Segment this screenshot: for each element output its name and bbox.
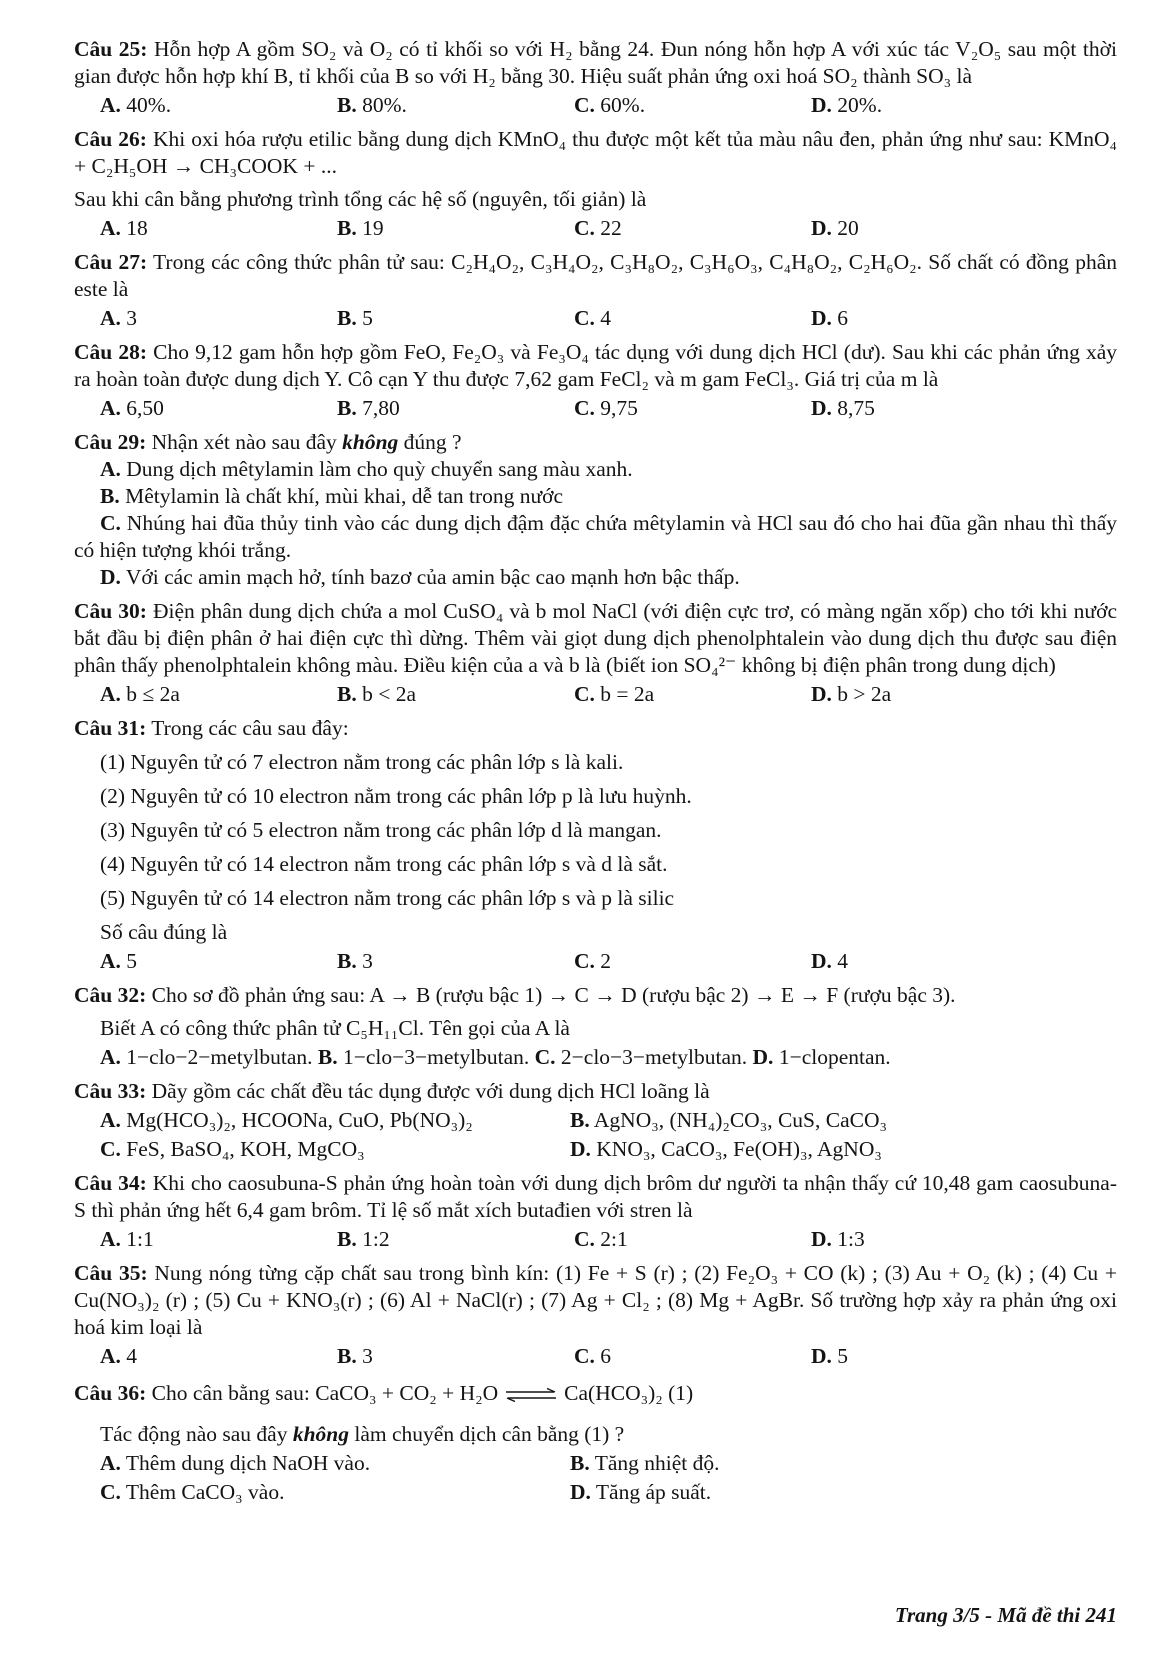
- options-row: [74, 1226, 1117, 1253]
- option-text: Mêtylamin là chất khí, mùi khai, dễ tan trong nước: [119, 484, 564, 508]
- question-number: Câu 32:: [74, 983, 147, 1007]
- option-c: [574, 1343, 811, 1370]
- option-text: 5: [120, 949, 138, 973]
- statement-5: (5) Nguyên tử có 14 electron nằm trong các phân lớp s và p là silic: [100, 886, 675, 910]
- question-25-stem: [74, 36, 1117, 90]
- option-a: [100, 1045, 318, 1069]
- option-letter: C.: [100, 1137, 121, 1161]
- option-letter: D.: [811, 216, 832, 240]
- option-b: [318, 1045, 535, 1069]
- option-text: 7,80: [356, 396, 400, 420]
- option-b: [570, 1450, 1040, 1477]
- statement-4: (4) Nguyên tử có 14 electron nằm trong các phân lớp s và d là sắt.: [100, 852, 668, 876]
- option-letter: C.: [100, 1479, 121, 1504]
- question-32-stem: [74, 982, 1117, 1009]
- option-letter: D.: [752, 1045, 774, 1069]
- option-c: [574, 681, 811, 708]
- option-text: 4: [120, 1344, 138, 1368]
- option-b: [337, 305, 574, 332]
- option-letter: A.: [100, 306, 121, 330]
- option-text: KNO₃, CaCO₃, Fe(OH)₃, AgNO₃: [590, 1137, 882, 1161]
- question-text: Điện phân dung dịch chứa a mol CuSO₄ và b mol NaCl (với điện cực trơ, có màng ngăn xốp) cho tới khi nước bắt đầu bị điện phân ở hai điện cực thì dừng. Thêm vài giọt dung dịch phenolphtalein vào dung dịch thu được sau điện phân thấy phenolphtalein không màu. Điều kiện của a và b là (biết ion SO₄²⁻ không bị điện phân trong dung dịch): [74, 599, 1117, 677]
- question-26-stem: [74, 126, 1117, 180]
- option-c: [74, 510, 1117, 564]
- question-33-stem: [74, 1078, 1117, 1105]
- equilibrium-arrow-icon: [504, 1382, 558, 1409]
- option-a: [100, 1107, 570, 1134]
- option-letter: A.: [100, 1344, 121, 1368]
- option-text: 1−clo−2−metylbutan.: [120, 1045, 318, 1069]
- option-letter: D.: [100, 565, 121, 589]
- question-text-end: làm chuyển dịch cân bằng (1) ?: [349, 1421, 625, 1446]
- option-text: 4: [831, 949, 849, 973]
- question-32-line2: Biết A có công thức phân tử C₅H₁₁Cl. Tên gọi của A là: [100, 1016, 570, 1040]
- option-letter: A.: [100, 1045, 121, 1069]
- statement-1: (1) Nguyên tử có 7 electron nằm trong các phân lớp s là kali.: [100, 750, 624, 774]
- option-text: b = 2a: [594, 682, 655, 706]
- option-b: [570, 1107, 1040, 1134]
- option-c: [574, 948, 811, 975]
- option-letter: B.: [570, 1450, 590, 1475]
- option-b: [337, 948, 574, 975]
- option-letter: D.: [811, 306, 832, 330]
- option-a: [100, 395, 337, 422]
- option-d: [811, 948, 1048, 975]
- option-b: [337, 681, 574, 708]
- option-c: [574, 1226, 811, 1253]
- option-text: 19: [356, 216, 384, 240]
- question-number: Câu 35:: [74, 1261, 148, 1285]
- option-letter: B.: [100, 484, 120, 508]
- option-a: [100, 1343, 337, 1370]
- option-text: 5: [831, 1344, 849, 1368]
- option-letter: D.: [570, 1479, 591, 1504]
- option-a: [100, 681, 337, 708]
- question-number: Câu 31:: [74, 716, 147, 740]
- option-letter: B.: [337, 949, 357, 973]
- option-text: 3: [120, 306, 138, 330]
- option-letter: C.: [574, 306, 595, 330]
- option-letter: D.: [811, 93, 832, 117]
- option-text: Dung dịch mêtylamin làm cho quỳ chuyển sang màu xanh.: [120, 457, 633, 481]
- option-text: 8,75: [831, 396, 875, 420]
- option-text: FeS, BaSO₄, KOH, MgCO₃: [120, 1137, 365, 1161]
- option-c: [535, 1045, 753, 1069]
- options-row: [74, 1107, 1117, 1134]
- option-text: 2−clo−3−metylbutan.: [555, 1045, 753, 1069]
- option-c: [574, 215, 811, 242]
- option-text: Với các amin mạch hở, tính bazơ của amin bậc cao mạnh hơn bậc thấp.: [120, 565, 740, 589]
- question-text: Trong các câu sau đây:: [146, 716, 349, 740]
- option-letter: A.: [100, 1227, 121, 1251]
- option-text: b ≤ 2a: [120, 682, 180, 706]
- option-b: [337, 1343, 574, 1370]
- question-36-stem: [74, 1380, 1117, 1409]
- option-b: [337, 215, 574, 242]
- option-text: Thêm dung dịch NaOH vào.: [120, 1450, 371, 1475]
- option-text: 6: [594, 1344, 612, 1368]
- options-row: [74, 1136, 1117, 1163]
- option-text: Mg(HCO₃)₂, HCOONa, CuO, Pb(NO₃)₂: [120, 1108, 473, 1132]
- option-letter: A.: [100, 93, 121, 117]
- question-text-end: đúng ?: [398, 430, 462, 454]
- question-number: Câu 30:: [74, 599, 147, 623]
- option-d: [811, 1226, 1048, 1253]
- option-c: [574, 305, 811, 332]
- question-number: Câu 33:: [74, 1079, 147, 1103]
- question-number: Câu 28:: [74, 340, 148, 364]
- option-letter: D.: [811, 396, 832, 420]
- question-text: Cho cân bằng sau: CaCO₃ + CO₂ + H₂O: [146, 1381, 499, 1405]
- options-row: [74, 92, 1117, 119]
- options-row: [74, 1450, 1117, 1477]
- question-31-ask: Số câu đúng là: [100, 920, 228, 944]
- question-text: Nhận xét nào sau đây: [146, 430, 343, 454]
- option-c: [574, 92, 811, 119]
- question-31: [74, 715, 1117, 975]
- question-25: [74, 36, 1117, 119]
- question-text: Cho 9,12 gam hỗn hợp gồm FeO, Fe₂O₃ và Fe₃O₄ tác dụng với dung dịch HCl (dư). Sau khi các phản ứng xảy ra hoàn toàn được dung dịch Y. Cô cạn Y thu được 7,62 gam FeCl₂ và m gam FeCl₃. Giá trị của m là: [74, 340, 1117, 391]
- option-a: [100, 1450, 570, 1477]
- question-35: [74, 1260, 1117, 1370]
- option-d: [74, 564, 1117, 591]
- statement-3: (3) Nguyên tử có 5 electron nằm trong các phân lớp d là mangan.: [100, 818, 662, 842]
- option-a: [100, 948, 337, 975]
- question-number: Câu 34:: [74, 1171, 147, 1195]
- option-text: AgNO₃, (NH₄)₂CO₃, CuS, CaCO₃: [589, 1108, 888, 1132]
- option-letter: C.: [100, 511, 121, 535]
- option-text: b < 2a: [356, 682, 417, 706]
- options-row: [74, 681, 1117, 708]
- emphasis-text: không: [292, 1421, 350, 1446]
- option-a: [100, 215, 337, 242]
- option-text: 1:3: [831, 1227, 865, 1251]
- option-a: [100, 305, 337, 332]
- question-28: [74, 339, 1117, 422]
- option-d: [811, 1343, 1048, 1370]
- option-a: [100, 1226, 337, 1253]
- option-d: [811, 395, 1048, 422]
- option-d: [811, 305, 1048, 332]
- question-36-line2: [74, 1421, 1117, 1448]
- option-letter: C.: [574, 1227, 595, 1251]
- option-text: Tăng nhiệt độ.: [589, 1450, 720, 1475]
- question-36: [74, 1380, 1117, 1506]
- option-letter: B.: [570, 1108, 590, 1132]
- option-letter: D.: [811, 1227, 832, 1251]
- statement-2: (2) Nguyên tử có 10 electron nằm trong các phân lớp p là lưu huỳnh.: [100, 784, 692, 808]
- option-letter: A.: [100, 949, 121, 973]
- option-d: [811, 92, 1048, 119]
- option-text: 1−clo−3−metylbutan.: [337, 1045, 535, 1069]
- option-text: 4: [594, 306, 612, 330]
- options-row: [74, 1343, 1117, 1370]
- page-footer: Trang 3/5 - Mã đề thi 241: [894, 1603, 1117, 1627]
- option-text: 80%.: [356, 93, 407, 117]
- question-text: Nung nóng từng cặp chất sau trong bình kín: (1) Fe + S (r) ; (2) Fe₂O₃ + CO (k) ; (3) Au + O₂ (k) ; (4) Cu + Cu(NO₃)₂ (r) ; (5) Cu + KNO₃(r) ; (6) Al + NaCl(r) ; (7) Ag + Cl₂ ; (8) Mg + AgBr. Số trường hợp xảy ra phản ứng oxi hoá kim loại là: [74, 1261, 1117, 1339]
- option-letter: A.: [100, 682, 121, 706]
- option-d: [570, 1479, 1040, 1506]
- option-a: [74, 456, 1117, 483]
- option-text: Tăng áp suất.: [590, 1479, 712, 1504]
- option-text: Nhúng hai đũa thủy tinh vào các dung dịch đậm đặc chứa mêtylamin và HCl sau đó cho hai đũa gần nhau thì thấy có hiện tượng khói trắng.: [74, 511, 1117, 562]
- question-text: Khi cho caosubuna-S phản ứng hoàn toàn với dung dịch brôm dư người ta nhận thấy cứ 10,48 gam caosubuna-S thì phản ứng hết 6,4 gam brôm. Tỉ lệ số mắt xích butađien với stren là: [74, 1171, 1117, 1222]
- question-29: [74, 429, 1117, 591]
- option-text: 60%.: [594, 93, 646, 117]
- option-letter: D.: [570, 1137, 591, 1161]
- option-letter: C.: [534, 1045, 556, 1069]
- option-letter: A.: [100, 457, 121, 481]
- option-letter: C.: [574, 1344, 595, 1368]
- option-letter: D.: [811, 682, 832, 706]
- question-number: Câu 36:: [74, 1381, 147, 1405]
- options-row: [74, 948, 1117, 975]
- question-31-stem: [74, 715, 1117, 742]
- question-30-stem: [74, 598, 1117, 679]
- question-33: [74, 1078, 1117, 1163]
- option-letter: A.: [100, 396, 121, 420]
- question-text: Dãy gồm các chất đều tác dụng được với dung dịch HCl loãng là: [146, 1079, 710, 1103]
- question-text: Hỗn hợp A gồm SO₂ và O₂ có tỉ khối so với H₂ bằng 24. Đun nóng hỗn hợp A với xúc tác V₂O₅ sau một thời gian được hỗn hợp khí B, tỉ khối của B so với H₂ bằng 30. Hiệu suất phản ứng oxi hoá SO₂ thành SO₃ là: [74, 37, 1117, 88]
- question-34: [74, 1170, 1117, 1253]
- option-letter: B.: [337, 93, 357, 117]
- option-text: 2:1: [594, 1227, 628, 1251]
- option-b: [337, 92, 574, 119]
- option-letter: B.: [337, 306, 357, 330]
- option-letter: B.: [337, 1227, 357, 1251]
- option-letter: B.: [317, 1045, 338, 1069]
- question-text: Cho sơ đồ phản ứng sau: A → B (rượu bậc 1) → C → D (rượu bậc 2) → E → F (rượu bậc 3).: [146, 983, 956, 1007]
- option-text: 18: [120, 216, 148, 240]
- option-d: [753, 1045, 891, 1069]
- options-row: [74, 1479, 1117, 1506]
- option-text: 6: [831, 306, 849, 330]
- question-text: Trong các công thức phân tử sau: C₂H₄O₂, C₃H₄O₂, C₃H₈O₂, C₃H₆O₃, C₄H₈O₂, C₂H₆O₂. Số chất có đồng phân este là: [74, 250, 1117, 301]
- option-d: [570, 1136, 1040, 1163]
- question-35-stem: [74, 1260, 1117, 1341]
- option-letter: C.: [574, 949, 595, 973]
- question-number: Câu 27:: [74, 250, 148, 274]
- option-c: [574, 395, 811, 422]
- option-d: [811, 681, 1048, 708]
- options-row: [74, 395, 1117, 422]
- option-c: [100, 1479, 570, 1506]
- question-29-stem: [74, 429, 1117, 456]
- options-row: [74, 305, 1117, 332]
- option-text: 20%.: [831, 93, 883, 117]
- option-text: 9,75: [594, 396, 638, 420]
- option-letter: A.: [100, 1108, 121, 1132]
- question-27: [74, 249, 1117, 332]
- option-text: 20: [831, 216, 859, 240]
- option-c: [100, 1136, 570, 1163]
- option-letter: B.: [337, 1344, 357, 1368]
- question-30: [74, 598, 1117, 708]
- option-text: 22: [594, 216, 622, 240]
- options-row: [74, 1044, 1117, 1071]
- question-number: Câu 29:: [74, 430, 147, 454]
- option-text: b > 2a: [831, 682, 892, 706]
- option-text: Thêm CaCO₃ vào.: [120, 1479, 285, 1504]
- question-text: Khi oxi hóa rượu etilic bằng dung dịch KMnO₄ thu được một kết tủa màu nâu đen, phản ứng như sau: KMnO₄ + C₂H₅OH → CH₃COOK + ...: [74, 127, 1117, 178]
- option-letter: A.: [100, 216, 121, 240]
- option-letter: C.: [574, 93, 595, 117]
- question-number: Câu 25:: [74, 37, 148, 61]
- option-a: [100, 92, 337, 119]
- options-row: [74, 215, 1117, 242]
- option-letter: B.: [337, 396, 357, 420]
- option-text: 6,50: [120, 396, 164, 420]
- option-text: 1:2: [356, 1227, 390, 1251]
- option-text: 40%.: [120, 93, 172, 117]
- option-d: [811, 215, 1048, 242]
- emphasis-text: không: [342, 430, 399, 454]
- question-number: Câu 26:: [74, 127, 147, 151]
- option-letter: B.: [337, 216, 357, 240]
- question-26-line2: Sau khi cân bằng phương trình tổng các hệ số (nguyên, tối giản) là: [74, 187, 647, 211]
- question-32: [74, 982, 1117, 1071]
- option-b: [337, 395, 574, 422]
- option-text: 3: [356, 949, 373, 973]
- option-text: 1−clopentan.: [773, 1045, 891, 1069]
- option-letter: A.: [100, 1450, 121, 1475]
- question-26: [74, 126, 1117, 242]
- option-letter: B.: [337, 682, 357, 706]
- option-letter: C.: [574, 682, 595, 706]
- option-text: 2: [594, 949, 612, 973]
- option-text: 1:1: [120, 1227, 154, 1251]
- question-34-stem: [74, 1170, 1117, 1224]
- option-letter: C.: [574, 396, 595, 420]
- question-text-end: Ca(HCO₃)₂ (1): [564, 1381, 694, 1405]
- question-text: Tác động nào sau đây: [100, 1421, 293, 1446]
- option-b: [74, 483, 1117, 510]
- option-b: [337, 1226, 574, 1253]
- question-27-stem: [74, 249, 1117, 303]
- option-letter: D.: [811, 949, 832, 973]
- option-letter: C.: [574, 216, 595, 240]
- option-text: 5: [356, 306, 373, 330]
- option-text: 3: [356, 1344, 373, 1368]
- option-letter: D.: [811, 1344, 832, 1368]
- question-28-stem: [74, 339, 1117, 393]
